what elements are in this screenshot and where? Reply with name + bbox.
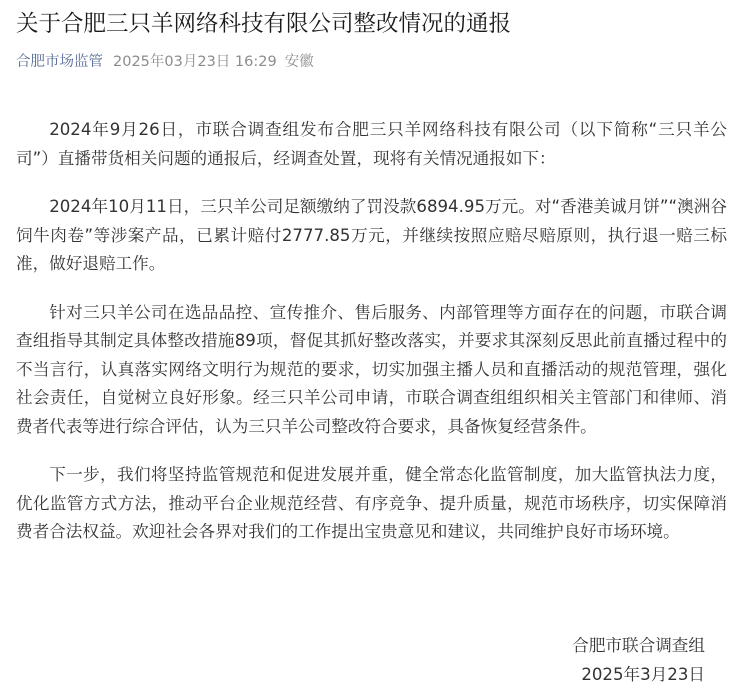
paragraph-1: 2024年9月26日，市联合调查组发布合肥三只羊网络科技有限公司（以下简称“三只羊公司”）直播带货相关问题的通报后，经调查处置，现将有关情况通报如下： xyxy=(16,120,727,168)
article-meta xyxy=(16,52,314,72)
publish-datetime: 2025年03月23日 16:29 xyxy=(113,54,277,70)
article-body xyxy=(16,116,727,567)
signature-date: 2025年3月23日 xyxy=(581,664,705,684)
paragraph-2: 2024年10月11日，三只羊公司足额缴纳了罚没款6894.95万元。对“香港美诚月饼”“澳洲谷饲牛肉卷”等涉案产品，已累计赔付2777.85万元，并继续按照应赔尽赔原则，执行退一赔三标准，做好退赔工作。 xyxy=(16,197,727,273)
paragraph-3: 针对三只羊公司在选品品控、宣传推介、售后服务、内部管理等方面存在的问题，市联合调查组指导其制定具体整改措施89项，督促其抓好整改落实，并要求其深刻反思此前直播过程中的不当言行，认真落实网络文明行为规范的要求，切实加强主播人员和直播活动的规范管理，强化社会责任，自觉树立良好形象。经三只羊公司申请，市联合调查组组织相关主管部门和律师、消费者代表等进行综合评估，认为三只羊公司整改符合要求，具备恢复经营条件。 xyxy=(16,302,727,436)
account-name-link[interactable]: 合肥市场监管 xyxy=(16,54,103,70)
publish-location: 安徽 xyxy=(284,54,314,70)
signature-block xyxy=(572,632,705,689)
signature-org: 合肥市联合调查组 xyxy=(572,636,705,655)
article-title: 关于合肥三只羊网络科技有限公司整改情况的通报 xyxy=(16,11,512,37)
paragraph-4: 下一步，我们将坚持监管规范和促进发展并重，健全常态化监管制度，加大监管执法力度，优化监管方式方法，推动平台企业规范经营、有序竞争、提升质量，规范市场秩序，切实保障消费者合法权益。欢迎社会各界对我们的工作提出宝贵意见和建议，共同维护良好市场环境。 xyxy=(16,465,727,541)
